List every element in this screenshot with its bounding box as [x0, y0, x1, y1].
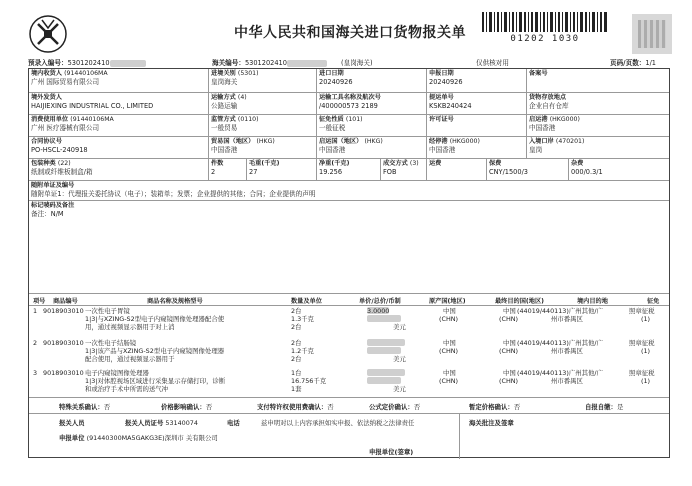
gross-cell: 毛重(千克) 27 [247, 159, 317, 180]
verify-note: 仅供核对用 [476, 59, 509, 67]
declarant: 报关人员 [59, 419, 85, 427]
col-name: 商品名称及规格型号 [147, 298, 203, 305]
divider [29, 397, 669, 398]
bill-cell: 提运单号 KSKB240424 [427, 93, 527, 114]
table-row: 1 9018903010 一次性电子胃镜 1|3|与XZING-S2型电子内窥镜图像处理器配合使 用，通过视频显示器用于对上消 2台 1.3千克 2台 3.0000 美元 中国 (CHN) 中国 (CHN) (44019/440113)广州其他/广 州市番禺区 照章征税 (1) [33, 307, 655, 331]
divider [459, 413, 460, 459]
col-no: 项号 [33, 298, 46, 305]
declare-unit-seal: 申报单位(签章) [369, 448, 414, 456]
col-qty: 数量及单位 [291, 298, 322, 305]
misc-cell: 杂费 000/0.3/1 [571, 160, 603, 176]
goods-table-header [29, 294, 669, 306]
transit-port-cell: 经停港 (HKG000) 中国香港 [427, 137, 527, 158]
col-price: 单价/总价/币制 [359, 298, 401, 305]
declare-date-cell: 申报日期 20240926 [427, 69, 527, 92]
row-consumer [29, 115, 669, 137]
record-no-cell: 备案号 [529, 70, 548, 77]
license-cell: 许可证号 [427, 115, 527, 136]
form-frame [28, 68, 670, 458]
qr-code [632, 14, 672, 54]
entry-port-cell: 进境关别 (5301) 皇岗海关 [209, 69, 317, 92]
marks-cell: 标记唛码及备注 备注：N/M [31, 202, 75, 218]
freight-cell: 运费 [427, 159, 487, 180]
barcode-number: 01202 1030 [510, 34, 580, 44]
customs-note: 海关批注及签章 [469, 419, 514, 427]
col-exempt: 征免 [647, 298, 660, 305]
trade-country-cell: 贸易国（地区） (HKG) 中国香港 [209, 137, 317, 158]
row-consignee [29, 69, 669, 93]
declarant-cert: 报关人员证号 53140074 [125, 419, 198, 427]
pre-entry-number: 预录入编号：5301202410 [28, 57, 146, 67]
deal-cell: 成交方式 (3) FOB [381, 159, 427, 180]
contract-cell: 合同协议号 PO-HSCL-240918 [29, 137, 209, 158]
row-consignor [29, 93, 669, 115]
royalty-confirm: 支付特许权使用费确认：否 [257, 403, 334, 411]
customs-number: 海关编号：5301202410 (皇岗海关) [212, 59, 373, 67]
transport-cell: 运输方式 (4) 公路运输 [209, 93, 317, 114]
consumer-cell: 消费使用单位 (91440106MA 广州 医疗器械有限公司 [29, 115, 209, 136]
page-count: 页码/页数：1/1 [610, 59, 657, 67]
declare-unit: 申报单位 (91440300MA5GAKG3E)深圳市 关有限公司 [59, 434, 218, 442]
col-origin: 原产国(地区) [429, 298, 466, 305]
formula-price-confirm: 公式定价确认：否 [369, 403, 421, 411]
depart-port-cell: 启运港 (HKG000) 中国香港 [529, 116, 580, 132]
special-relation-confirm: 特殊关系确认：否 [59, 403, 111, 411]
price-impact-confirm: 价格影响确认：否 [161, 403, 213, 411]
consignor-cell: 境外发货人 HAIJIEXING INDUSTRIAL CO., LIMITED [29, 93, 209, 114]
table-row: 2 9018903010 一次性电子结肠镜 1|3|该产品与XZING-S2型电子内窥镜图像处理器 配合使用，通过视频显示器用于 2台 1.2千克 2台 美元 中国 (CHN) 中国 (CHN) (44019/440113)广州其他/广 州市番禺区 照章征税 (1) [33, 339, 655, 363]
insurance-cell: 保费 CNY/1500/3 [487, 159, 569, 180]
package-cell: 包装种类 (22) 纸制或纤维板制盒/箱 [29, 159, 209, 180]
divider [29, 413, 669, 414]
pending-price-confirm: 暂定价格确认：否 [469, 403, 521, 411]
row-marks [29, 201, 669, 294]
statement: 兹申明对以上内容承担如实申报、依法纳税之法律责任 [261, 419, 415, 427]
table-row: 3 9018903010 电子内窥镜图像处理器 1|3|对体腔视场区域进行采集显示存储打印，诊断 和或治疗手术中所需的送气冲 1台 16.756千克 1套 美元 中国 (CHN) 中国 (CHN) (44019/440113)广州其他/广 州市番禺区 照章征税 (1) [33, 369, 655, 393]
net-cell: 净重(千克) 19.256 [317, 159, 381, 180]
row-docs [29, 181, 669, 201]
transport-tool-cell: 运输工具名称及航次号 /400000573 2189 [317, 93, 427, 114]
phone: 电话 [227, 419, 240, 427]
row-contract [29, 137, 669, 159]
import-date-cell: 进口日期 20240926 [317, 69, 427, 92]
customs-emblem-icon [28, 14, 68, 54]
entry-border-cell: 入境口岸 (470201) 皇岗 [529, 138, 585, 154]
pieces-cell: 件数 2 [209, 159, 247, 180]
tax-cell: 征免性质 (101) 一般征税 [317, 115, 427, 136]
row-package [29, 159, 669, 181]
form-title: 中华人民共和国海关进口货物报关单 [234, 25, 466, 41]
self-tax-confirm: 自报自缴：是 [585, 403, 624, 411]
supervision-cell: 监管方式 (0110) 一般贸易 [209, 115, 317, 136]
docs-cell: 随附单证及编号 随附单证1：代理报关委托协议（电子）；装箱单；发票；企业提供的其他；合同；企业提供的声明 [31, 182, 316, 198]
storage-cell: 货物存放地点 企业自有仓库 [529, 94, 569, 110]
col-domestic: 境内目的地 [577, 298, 608, 305]
consignee-cell: 境内收货人 (91440106MA 广州 国际贸易有限公司 [29, 69, 209, 92]
origin-country-cell: 启运国（地区） (HKG) 中国香港 [317, 137, 427, 158]
col-code: 商品编号 [53, 298, 78, 305]
col-dest: 最终目的国(地区) [495, 298, 544, 305]
